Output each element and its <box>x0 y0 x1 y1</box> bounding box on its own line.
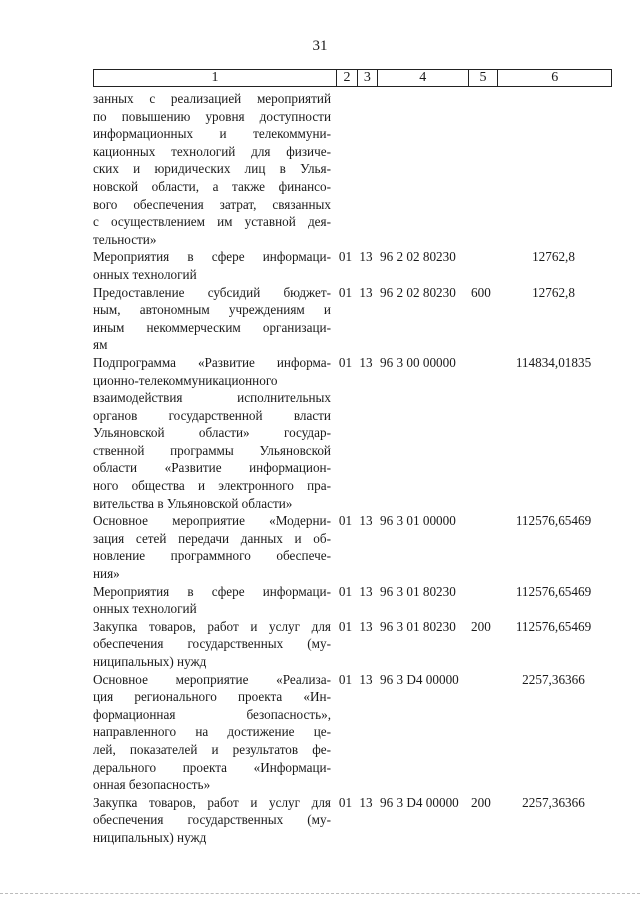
table-row <box>93 671 612 794</box>
description-line: ния» <box>93 566 120 582</box>
amount-value: 12762,8 <box>532 284 575 300</box>
target-article-code: 96 3 00 00000 <box>380 354 456 370</box>
description-line: вительства в Ульяновской области» <box>93 495 293 511</box>
section-code: 01 <box>338 794 353 810</box>
header-col-2: 2 <box>337 70 358 86</box>
description-line: иным некоммерческим организаци- <box>93 319 331 335</box>
amount-value <box>497 90 610 248</box>
description-line: по повышению уровня доступности <box>93 108 331 124</box>
expense-type-code: 600 <box>471 284 491 300</box>
description-line: дерального проекта «Информаци- <box>93 759 331 775</box>
section-code: 01 <box>338 354 353 370</box>
description-line: Мероприятия в сфере информаци- <box>93 249 331 265</box>
description-line: Закупка товаров, работ и услуг для <box>93 794 331 810</box>
description-line: занных с реализацией мероприятий <box>93 91 331 106</box>
description-line: новской области, а также финансо- <box>93 178 331 194</box>
target-article-code: 96 3 01 80230 <box>380 583 456 599</box>
row-description <box>93 618 335 671</box>
description-line: ция регионального проекта «Ин- <box>93 689 331 705</box>
row-description <box>93 583 335 618</box>
description-line: онных технологий <box>93 266 197 282</box>
amount-value: 114834,01835 <box>515 354 592 370</box>
subsection-code: 13 <box>359 671 373 687</box>
target-article-code: 96 3 01 80230 <box>380 618 456 634</box>
section-code: 01 <box>338 249 353 265</box>
description-line: лей, показателей и результатов фе- <box>93 741 331 757</box>
section-code: 01 <box>338 513 353 529</box>
row-description <box>93 512 335 582</box>
description-line: области «Развитие информацион- <box>93 460 331 476</box>
expense-type-code: 200 <box>471 794 491 810</box>
table-row <box>93 284 612 354</box>
subsection-code: 13 <box>359 583 373 599</box>
description-line: Основное мероприятие «Реализа- <box>93 671 331 687</box>
description-line: тельности» <box>93 231 157 247</box>
table-row <box>93 794 612 847</box>
section-code <box>335 90 356 248</box>
description-line: ственной программы Ульяновской <box>93 442 331 458</box>
subsection-code: 13 <box>359 249 373 265</box>
table-header <box>93 69 612 87</box>
description-line: формационная безопасность», <box>93 706 331 722</box>
description-line: онных технологий <box>93 601 197 617</box>
header-col-6: 6 <box>551 70 559 85</box>
description-line: вого обеспечения затрат, связанных <box>93 196 331 212</box>
description-line: ного общества и электронного пра- <box>93 478 331 494</box>
description-line: ционно-телекоммуникационного <box>93 372 278 388</box>
expense-type-code <box>471 90 497 248</box>
table-row <box>93 512 612 582</box>
description-line: органов государственной власти <box>93 407 331 423</box>
section-code: 01 <box>338 583 353 599</box>
header-col-3: 3 <box>358 70 378 86</box>
description-line: взаимодействия исполнительных <box>93 390 331 406</box>
expense-type-code <box>471 671 497 794</box>
target-article-code <box>376 90 471 248</box>
target-article-code: 96 3 D4 00000 <box>380 794 459 810</box>
table-body <box>93 90 612 847</box>
table-row <box>93 90 612 248</box>
description-line: ным, автономным учреждениям и <box>93 302 331 318</box>
amount-value: 2257,36366 <box>522 794 585 810</box>
amount-value: 112576,65469 <box>515 618 592 634</box>
description-line: Ульяновской области» государ- <box>93 425 331 441</box>
description-line: обеспечения государственных (му- <box>93 636 331 652</box>
header-col-5: 5 <box>469 70 499 86</box>
target-article-code: 96 2 02 80230 <box>380 284 456 300</box>
description-line: ниципальных) нужд <box>93 829 207 845</box>
description-line: Мероприятия в сфере информаци- <box>93 583 331 599</box>
subsection-code: 13 <box>359 794 373 810</box>
table-row <box>93 248 612 283</box>
description-line: Основное мероприятие «Модерни- <box>93 513 331 529</box>
row-description <box>93 90 335 248</box>
expense-type-code: 200 <box>471 618 491 634</box>
expense-type-code <box>471 583 497 618</box>
description-line: направленного на достижение це- <box>93 724 331 740</box>
page-number: 31 <box>312 38 328 54</box>
description-line: зация сетей передачи данных и об- <box>93 530 331 546</box>
page-edge-divider <box>0 893 640 894</box>
description-line: ниципальных) нужд <box>93 654 207 669</box>
description-line: Подпрограмма «Развитие информа- <box>93 354 331 370</box>
header-col-1: 1 <box>94 70 337 86</box>
subsection-code: 13 <box>359 354 373 370</box>
target-article-code: 96 3 01 00000 <box>380 513 456 529</box>
row-description <box>93 284 335 354</box>
row-description <box>93 794 335 847</box>
amount-value: 12762,8 <box>532 249 575 265</box>
section-code: 01 <box>338 284 353 300</box>
subsection-code: 13 <box>359 618 373 634</box>
target-article-code: 96 3 D4 00000 <box>380 671 459 687</box>
description-line: онная безопасность» <box>93 777 211 793</box>
section-code: 01 <box>338 618 353 634</box>
amount-value: 2257,36366 <box>522 671 585 687</box>
description-line: Закупка товаров, работ и услуг для <box>93 618 331 634</box>
subsection-code: 13 <box>359 284 373 300</box>
description-line: ских и юридических лиц в Улья- <box>93 161 331 177</box>
description-line: информационных и телекоммуни- <box>93 126 331 142</box>
amount-value: 112576,65469 <box>515 513 592 529</box>
description-line: с осуществлением им уставной дея- <box>93 214 331 230</box>
expense-type-code <box>471 248 497 283</box>
table-row <box>93 354 612 512</box>
section-code: 01 <box>338 671 353 687</box>
subsection-code: 13 <box>359 513 373 529</box>
table-row <box>93 583 612 618</box>
description-line: Предоставление субсидий бюджет- <box>93 284 331 300</box>
description-line: кационных технологий для физиче- <box>93 143 331 159</box>
expense-type-code <box>471 512 497 582</box>
target-article-code: 96 2 02 80230 <box>380 249 456 265</box>
subsection-code <box>356 90 376 248</box>
expense-type-code <box>471 354 497 512</box>
description-line: ям <box>93 337 108 353</box>
header-col-4: 4 <box>378 70 469 86</box>
description-line: новление программного обеспече- <box>93 548 331 564</box>
description-line: обеспечения государственных (му- <box>93 812 331 828</box>
row-description <box>93 354 335 512</box>
row-description <box>93 248 335 283</box>
row-description <box>93 671 335 794</box>
table-row <box>93 618 612 671</box>
amount-value: 112576,65469 <box>515 583 592 599</box>
